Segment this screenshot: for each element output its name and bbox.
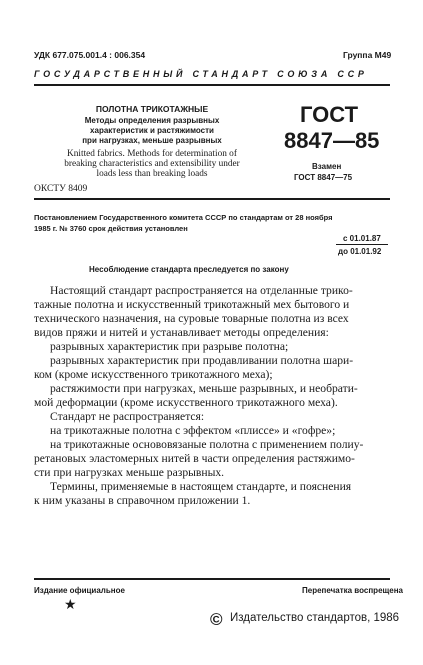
body-line: Термины, применяемые в настоящем стандарте, и пояснения: [50, 480, 352, 493]
validity-rule: [336, 244, 388, 245]
body-line: Стандарт не распространяется:: [50, 410, 205, 423]
copyright-symbol: ©: [210, 610, 223, 629]
okstu-code: ОКСТУ 8409: [34, 184, 88, 194]
header-rule: [34, 84, 390, 86]
body-line: на трикотажные основовязаные полотна с применением полиу-: [50, 438, 364, 451]
body-line: разрывных характеристик при разрыве полотна;: [50, 340, 289, 353]
title-en-line-2: breaking characteristics and extensibility under: [64, 159, 240, 169]
validity-from: с 01.01.87: [343, 234, 381, 243]
state-standard-banner: ГОСУДАРСТВЕННЫЙ СТАНДАРТ СОЮЗА ССР: [34, 69, 368, 79]
gost-number: 8847—85: [284, 128, 380, 153]
star-icon: ★: [64, 597, 77, 613]
title-en-line-3: loads less than breaking loads: [96, 169, 208, 179]
body-line: тажные полотна и искусственный трикотажный мех бытового и: [34, 298, 350, 311]
body-line: растяжимости при нагрузках, меньше разрывных, и необрати-: [50, 382, 358, 395]
subtitle-ru-line-2: характеристик и растяжимости: [90, 126, 214, 135]
body-line: видов пряжи и нитей и устанавливает методы определения:: [34, 326, 329, 339]
gost-label: ГОСТ: [300, 102, 359, 127]
body-text: [34, 284, 390, 508]
body-line: разрывных характеристик при продавливании полотна шари-: [50, 354, 354, 367]
enforcement-notice: Несоблюдение стандарта преследуется по закону: [89, 265, 289, 274]
replaces-value: ГОСТ 8847—75: [294, 173, 353, 182]
subtitle-ru-line-1: Методы определения разрывных: [84, 116, 220, 125]
footer-rule: [34, 578, 390, 580]
body-line: на трикотажные полотна с эффектом «плиссе» и «гофре»;: [50, 424, 336, 437]
group-code: Группа М49: [343, 50, 392, 60]
body-line: Настоящий стандарт распространяется на отделанные трико-: [50, 284, 353, 297]
subtitle-ru-line-3: при нагрузках, меньше разрывных: [82, 136, 222, 145]
title-en-line-1: Knitted fabrics. Methods for determination of: [67, 149, 237, 159]
decree-line-2: 1985 г. № 3760 срок действия установлен: [34, 224, 188, 233]
copyright-text: Издательство стандартов, 1986: [230, 612, 400, 624]
official-edition: Издание официальное: [34, 586, 125, 595]
decree-line-1: Постановлением Государственного комитета СССР по стандартам от 28 ноября: [34, 213, 333, 222]
validity-to: до 01.01.92: [338, 247, 382, 256]
title-ru: ПОЛОТНА ТРИКОТАЖНЫЕ: [95, 104, 209, 114]
body-line: ретановых эластомерных нитей в части определения растяжимо-: [34, 452, 355, 465]
body-line: сти при нагрузках меньше разрывных.: [34, 466, 225, 479]
body-line: к ним указаны в справочном приложении 1.: [34, 494, 251, 507]
replaces-label: Взамен: [312, 162, 342, 171]
udc-code: УДК 677.075.001.4 : 006.354: [34, 50, 146, 60]
body-line: ком (кроме искусственного трикотажного меха);: [34, 368, 273, 381]
body-line: мой деформации (кроме искусственного трикотажного меха).: [34, 396, 338, 409]
title-rule: [34, 198, 390, 200]
body-line: технического назначения, на суровые товарные полотна из всех: [34, 312, 349, 325]
reprint-notice: Перепечатка воспрещена: [302, 586, 403, 595]
